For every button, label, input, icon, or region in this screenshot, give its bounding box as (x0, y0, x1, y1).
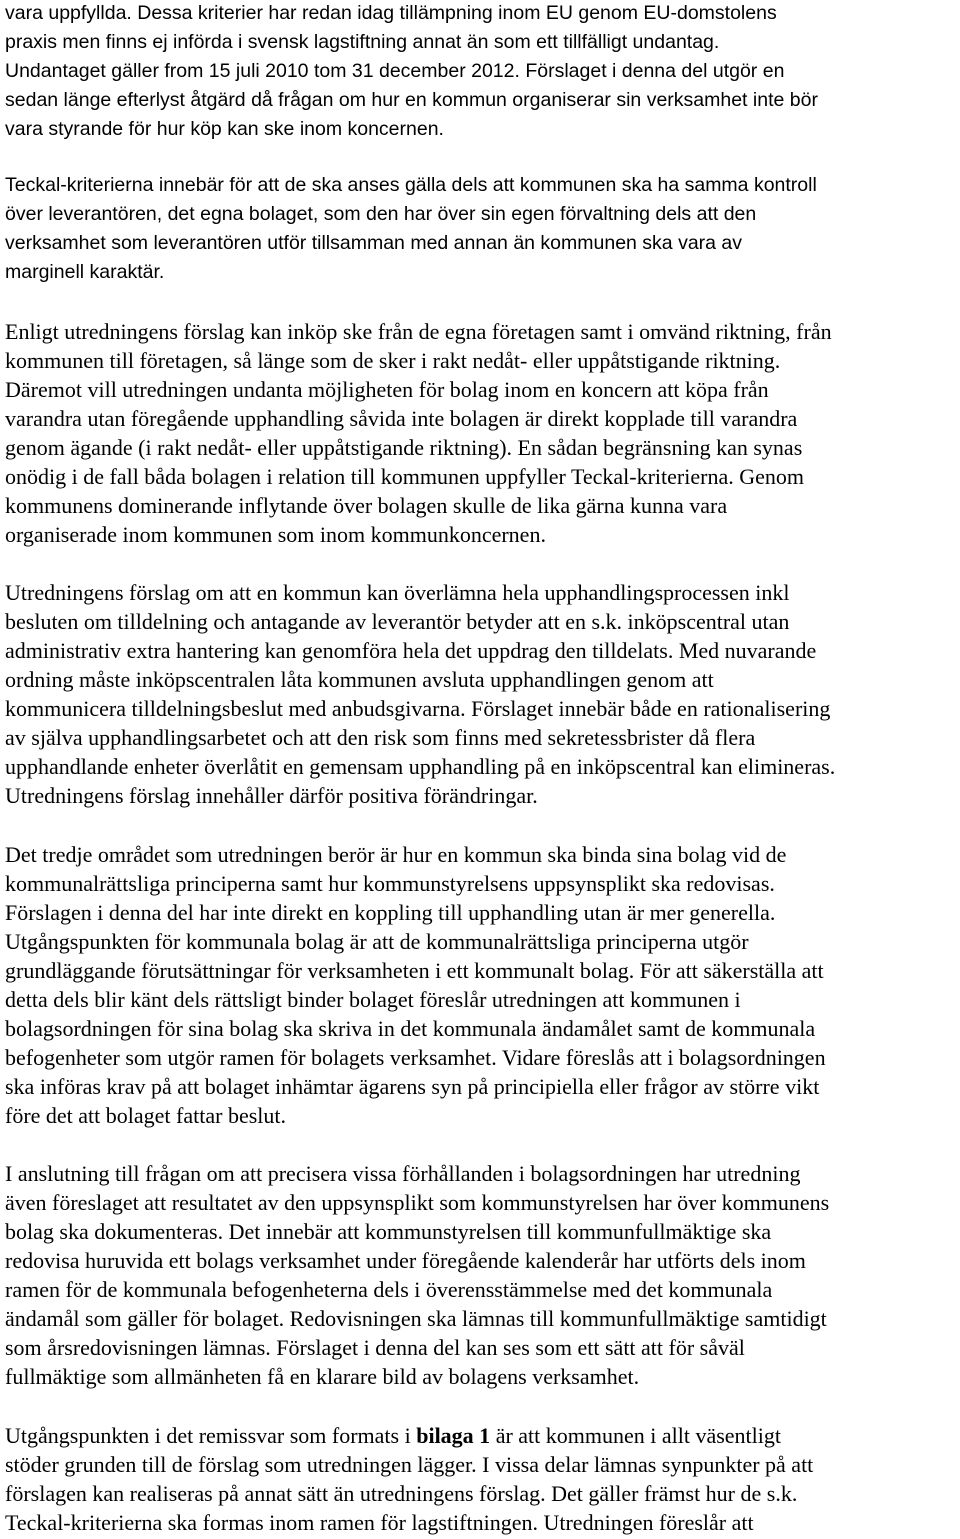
text-line: bolag ska dokumenteras. Det innebär att kommunstyrelsen till kommunfullmäktige ska (5, 1219, 772, 1244)
text-line: ändamål som gäller för bolaget. Redovisningen ska lämnas till kommunfullmäktige samtidigt (5, 1306, 827, 1331)
text-line: bolagsordningen för sina bolag ska skriva in det kommunala ändamålet samt de kommunala (5, 1016, 816, 1041)
text-line: ska införas krav på att bolaget inhämtar ägarens syn på principiella eller frågor av större vikt (5, 1074, 820, 1099)
text-line: kommunalrättsliga principerna samt hur kommunstyrelsens uppsynsplikt ska redovisas. (5, 871, 775, 896)
text-line: förslagen kan realiseras på annat sätt än utredningens förslag. Det gäller främst hur de s.k. (5, 1481, 798, 1506)
text-line: onödig i de fall båda bolagen i relation till kommunen uppfyller Teckal-kriterierna. Genom (5, 464, 804, 489)
text-line: marginell karaktär. (5, 261, 165, 283)
text-line: ordning måste inköpscentralen låta kommunen avsluta upphandlingen genom att (5, 667, 714, 692)
text-segment: Utgångspunkten i det remissvar som formats i (5, 1423, 417, 1448)
text-line: Enligt utredningens förslag kan inköp ske från de egna företagen samt i omvänd riktning, från (5, 319, 832, 344)
text-line: I anslutning till frågan om att precisera vissa förhållanden i bolagsordningen har utredning (5, 1161, 801, 1186)
text-line: fullmäktige som allmänheten få en klarare bild av bolagens verksamhet. (5, 1364, 640, 1389)
text-line: sedan länge efterlyst åtgärd då frågan om hur en kommun organiserar sin verksamhet inte bör (5, 89, 818, 111)
text-line: före det att bolaget fattar beslut. (5, 1103, 286, 1128)
text-segment: Förslaget i denna del utgör en (519, 60, 785, 82)
text-line: vara uppfyllda. Dessa kriterier har redan idag tillämpning inom EU genom EU-domstolens (5, 2, 777, 24)
text-line: befogenheter som utgör ramen för bolagets verksamhet. Vidare föreslås att i bolagsordningen (5, 1045, 826, 1070)
text-line: upphandlande enheter överlåtit en gemensam upphandling på en inköpscentral kan elimineras. (5, 754, 836, 779)
text-line: detta dels blir känt dels rättsligt binder bolaget föreslår utredningen att kommunen i (5, 987, 741, 1012)
text-line: Utredningens förslag innehåller därför positiva förändringar. (5, 783, 538, 808)
text-line: av själva upphandlingsarbetet och att den risk som finns med sekretessbrister då flera (5, 725, 756, 750)
text-line: besluten om tilldelning och antagande av leverantör betyder att en s.k. inköpscentral utan (5, 609, 790, 634)
text-line: grundläggande förutsättningar för verksamheten i ett kommunalt bolag. För att säkerställa att (5, 958, 824, 983)
text-line: redovisa huruvida ett bolags verksamhet under föregående kalenderår har utförts dels inom (5, 1248, 806, 1273)
text-line: organiserade inom kommunen som inom kommunkoncernen. (5, 522, 546, 547)
text-line: kommunen till företagen, så länge som de sker i rakt nedåt- eller uppåtstigande riktning. (5, 348, 781, 373)
text-line (5, 1421, 781, 1450)
text-line: Det tredje området som utredningen berör är hur en kommun ska binda sina bolag vid de (5, 842, 787, 867)
text-line: Förslagen i denna del har inte direkt en koppling till upphandling utan är mer generella. (5, 900, 776, 925)
bold-reference: bilaga 1 (416, 1423, 491, 1448)
text-line: Däremot vill utredningen undanta möjligheten för bolag inom en koncern att köpa från (5, 377, 769, 402)
text-line: vara styrande för hur köp kan ske inom koncernen. (5, 118, 444, 140)
text-line: ramen för de kommunala befogenheterna dels i överensstämmelse med det kommunala (5, 1277, 773, 1302)
text-line: Utredningens förslag om att en kommun kan överlämna hela upphandlingsprocessen inkl (5, 580, 790, 605)
text-segment: Undantaget gäller from 15 juli 2010 tom 31 december 2012. (5, 60, 520, 82)
text-line: som årsredovisningen lämnas. Förslaget i denna del kan ses som ett sätt att för såväl (5, 1335, 745, 1360)
text-line: kommunicera tilldelningsbeslut med anbudsgivarna. Förslaget innebär både en rationalisering (5, 696, 831, 721)
text-segment: är att kommunen i allt väsentligt (490, 1423, 782, 1448)
text-line: kommunens dominerande inflytande över bolagen skulle de lika gärna kunna vara (5, 493, 728, 518)
text-line: Teckal-kriterierna ska formas inom ramen för lagstiftningen. Utredningen föreslår att (5, 1510, 754, 1535)
text-line: stöder grunden till de förslag som utredningen lägger. I vissa delar lämnas synpunkter på att (5, 1452, 814, 1477)
text-line: över leverantören, det egna bolaget, som den har över sin egen förvaltning dels att den (5, 203, 757, 225)
text-line: praxis men finns ej införda i svensk lagstiftning annat än som ett tillfälligt undantag. (5, 31, 720, 53)
text-line: Teckal-kriterierna innebär för att de ska anses gälla dels att kommunen ska ha samma kontroll (5, 174, 817, 196)
text-line: även föreslaget att resultatet av den uppsynsplikt som kommunstyrelsen har över kommunens (5, 1190, 830, 1215)
text-line: verksamhet som leverantören utför tillsamman med annan än kommunen ska vara av (5, 232, 743, 254)
text-line: Utgångspunkten för kommunala bolag är att de kommunalrättsliga principerna utgör (5, 929, 749, 954)
text-line: administrativ extra hantering kan genomföra hela det uppdrag den tilldelats. Med nuvarande (5, 638, 817, 663)
text-line: genom ägande (i rakt nedåt- eller uppåtstigande riktning). En sådan begränsning kan synas (5, 435, 803, 460)
text-line: varandra utan föregående upphandling såvida inte bolagen är direkt kopplade till varandra (5, 406, 798, 431)
text-line (5, 57, 784, 86)
